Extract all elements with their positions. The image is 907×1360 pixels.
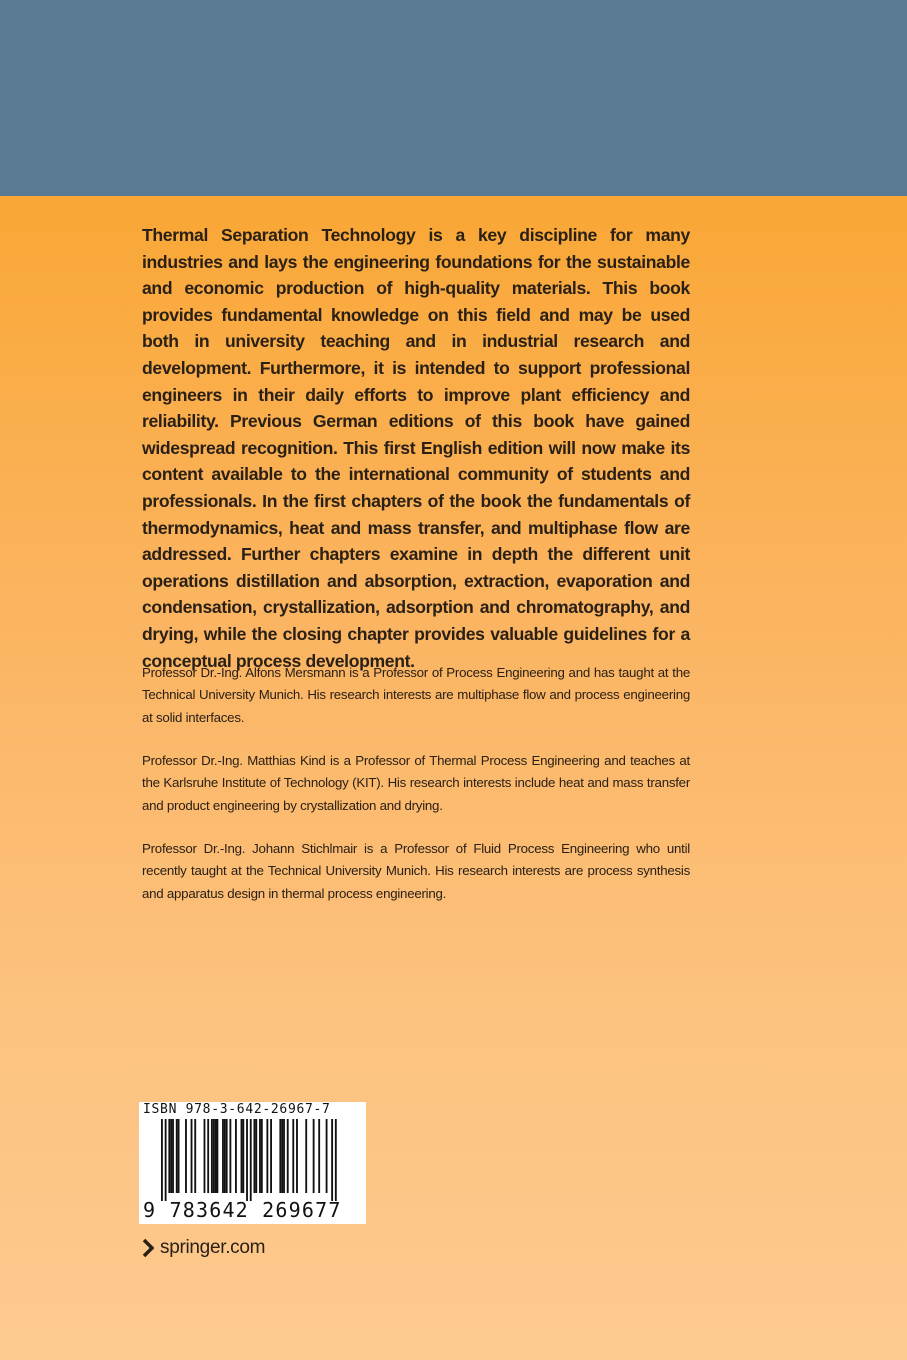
barcode-bar	[250, 1119, 252, 1201]
barcode-bar	[241, 1119, 243, 1193]
barcode-bar	[242, 1119, 244, 1193]
author-bio-kind: Professor Dr.-Ing. Matthias Kind is a Professor of Thermal Process Engineering and teaches at the Karlsruhe Institute of Technology (KIT). His research interests include heat and mass transfer and product engineering by crystallization and drying.	[142, 753, 690, 813]
barcode-bar	[178, 1119, 180, 1193]
barcode-bar	[229, 1119, 231, 1193]
top-color-band	[0, 0, 907, 196]
barcode-bar	[207, 1119, 209, 1193]
barcode-bar	[331, 1119, 333, 1201]
barcode-bar	[246, 1119, 248, 1201]
barcode-bar	[313, 1119, 315, 1193]
barcode-bar	[296, 1119, 298, 1193]
barcode-bar	[204, 1119, 206, 1193]
publisher-url: springer.com	[160, 1237, 266, 1258]
barcode-bar	[318, 1119, 320, 1193]
barcode-bar	[255, 1119, 257, 1193]
barcode-bar	[279, 1119, 281, 1193]
barcode-bar	[335, 1119, 337, 1201]
barcode-bar	[235, 1119, 237, 1193]
isbn-label: ISBN 978-3-642-26967-7	[143, 1102, 331, 1117]
barcode-bar	[170, 1119, 172, 1193]
barcode-bar	[226, 1119, 228, 1193]
author-bio-mersmann: Professor Dr.-Ing. Alfons Mersmann is a Professor of Process Engineering and has taught at the Technical University Munich. His research interests are multiphase flow and process engineering at solid interfaces.	[142, 665, 690, 725]
book-description: Thermal Separation Technology is a key discipline for many industries and lays the engineering foundations for the sustainable and economic production of high-quality materials. This book provides fundamental knowledge on this field and may be used both in university teaching and in industrial research and development. Furthermore, it is intended to support professional engineers in their daily efforts to improve plant efficiency and reliability. Previous German editions of this book have gained widespread recognition. This first English edition will now make its content available to the international community of students and professionals. In the first chapters of the book the fundamentals of thermodynamics, heat and mass transfer, and multiphase flow are addressed. Further chapters examine in depth the different unit operations distillation and absorption, extraction, evaporation and condensation, crystallization, adsorption and chromatography, and drying, while the closing chapter provides valuable guidelines for a conceptual process development.	[142, 225, 690, 671]
barcode-bar	[213, 1119, 215, 1193]
barcode-bar	[266, 1119, 268, 1193]
barcode-bar	[270, 1119, 272, 1193]
barcode-bar	[165, 1119, 167, 1201]
barcode-bar	[281, 1119, 283, 1193]
author-bio-stichlmair: Professor Dr.-Ing. Johann Stichlmair is a Professor of Fluid Process Engineering who until recently taught at the Technical University Munich. His research interests are process synthesis and apparatus design in thermal process engineering.	[142, 841, 690, 901]
barcode-bar	[172, 1119, 174, 1193]
barcode-bar	[283, 1119, 285, 1193]
barcode-bar	[254, 1119, 256, 1193]
barcode-bar	[287, 1119, 289, 1193]
isbn-barcode	[139, 1102, 366, 1224]
barcode-bar	[176, 1119, 178, 1193]
barcode-bar	[259, 1119, 261, 1193]
barcode-bar	[261, 1119, 263, 1193]
barcode-bar	[215, 1119, 217, 1193]
barcode-bar	[222, 1119, 224, 1193]
barcode-bar	[292, 1119, 294, 1193]
publisher-link[interactable]	[142, 1236, 265, 1260]
barcode-bar	[217, 1119, 219, 1193]
ean-digits: 9 783642 269677	[143, 1198, 342, 1222]
barcode-bar	[168, 1119, 170, 1193]
barcode-bar	[194, 1119, 196, 1193]
barcode-bar	[191, 1119, 193, 1193]
barcode-bars	[161, 1119, 351, 1201]
barcode-bar	[185, 1119, 187, 1193]
barcode-bar	[161, 1119, 163, 1201]
barcode-bar	[224, 1119, 226, 1193]
barcode-bar	[211, 1119, 213, 1193]
chevron-right-icon	[142, 1238, 154, 1258]
barcode-bar	[305, 1119, 307, 1193]
barcode-bar	[326, 1119, 328, 1193]
